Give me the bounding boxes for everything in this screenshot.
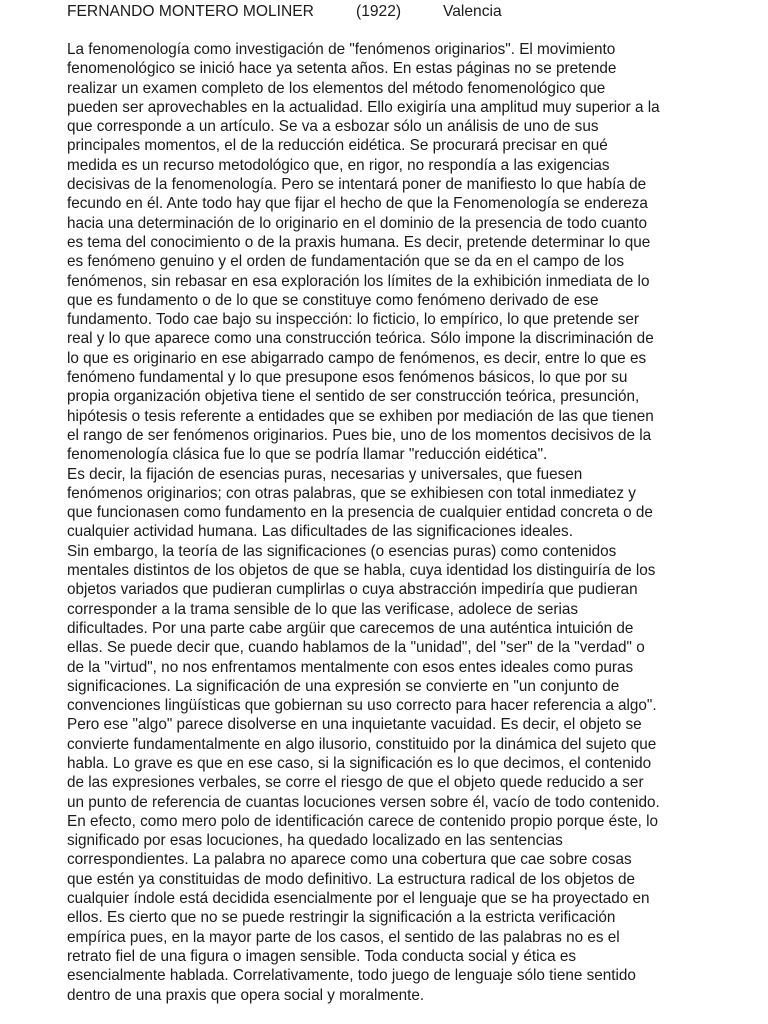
text-line: significaciones. La significación de una expresión se convierte en "un conjunto de [67, 677, 620, 695]
text-line: ellas. Se puede decir que, cuando hablamos de la "unidad", del "ser" de la "verdad" o [67, 639, 645, 657]
text-line: empírica pues, en la mayor parte de los casos, el sentido de las palabras no es el [67, 928, 620, 946]
text-line: un punto de referencia de cuantas locuciones versen sobre él, vacío de todo contenido. [67, 793, 660, 811]
text-line: Pero ese "algo" parece disolverse en una inquietante vacuidad. Es decir, el objeto se [67, 716, 642, 734]
text-line: medida es un recurso metodológico que, en rigor, no respondía a las exigencias [67, 156, 610, 174]
text-line: fundamento. Todo cae bajo su inspección: lo ficticio, lo empírico, lo que pretende ser [67, 311, 639, 329]
text-line: dentro de una praxis que opera social y moralmente. [67, 986, 425, 1004]
text-line: pueden ser aprovechables en la actualidad. Ello exigiría una amplitud muy superior a la [67, 98, 660, 116]
text-line: esencialmente hablada. Correlativamente, todo juego de lenguaje sólo tiene sentido [67, 967, 636, 985]
text-line: que funcionasen como fundamento en la presencia de cualquier entidad concreta o de [67, 504, 653, 522]
text-line: fenomenológico se inició hace ya setenta años. En estas páginas no se pretende [67, 60, 617, 78]
document-header [67, 1, 502, 23]
text-line: el rango de ser fenómenos originarios. Pues bie, uno de los momentos decisivos de la [67, 426, 652, 444]
text-line: convierte fundamentalmente en algo ilusorio, constituido por la dinámica del sujeto que [67, 735, 657, 753]
text-line: fenómenos originarios; con otras palabras, que se exhibiesen con total inmediatez y [67, 484, 636, 502]
text-line: hipótesis o tesis referente a entidades que se exhiben por mediación de las que tienen [67, 407, 654, 425]
text-line: En efecto, como mero polo de identificación carece de contenido propio porque éste, lo [67, 812, 658, 830]
text-line: fenómenos, sin rebasar en esa exploración los límites de la exhibición inmediata de lo [67, 272, 650, 290]
text-line: fenómeno fundamental y lo que presupone esos fenómenos básicos, lo que por su [67, 369, 628, 387]
text-line: propia organización objetiva tiene el sentido de ser construcción teórica, presunción, [67, 388, 640, 406]
text-line: Sin embargo, la teoría de las significaciones (o esencias puras) como contenidos [67, 542, 617, 560]
text-line: fecundo en él. Ante todo hay que fijar el hecho de que la Fenomenología se endereza [67, 195, 648, 213]
text-line: La fenomenología como investigación de "fenómenos originarios". El movimiento [67, 41, 616, 58]
text-line: ellos. Es cierto que no se puede restringir la significación a la estricta verificación [67, 909, 616, 927]
text-line: significado por esas locuciones, ha quedado localizado en las sentencias [67, 832, 563, 850]
text-line: cualquier actividad humana. Las dificultades de las significaciones ideales. [67, 523, 573, 541]
body-text [67, 40, 707, 1005]
text-line: hacia una determinación de lo originario en el dominio de la presencia de todo cuanto [67, 214, 647, 232]
text-line: convenciones lingüísticas que gobiernan su uso correcto para hacer referencia a algo". [67, 697, 657, 715]
text-line: corresponder a la trama sensible de lo que las verificase, adolece de serias [67, 600, 579, 618]
text-line: realizar un examen completo de los elementos del método fenomenológico que [67, 79, 606, 97]
city-name: Valencia [443, 3, 502, 20]
text-line: habla. Lo grave es que en ese caso, si la significación es lo que decimos, el contenido [67, 754, 652, 772]
text-line: retrato fiel de una figura o imagen sensible. Toda conducta social y ética es [67, 947, 577, 965]
text-line: correspondientes. La palabra no aparece como una cobertura que cae sobre cosas [67, 851, 632, 869]
text-line: fenomenología clásica fue lo que se podría llamar "reducción eidética". [67, 446, 548, 464]
text-line: que es fundamento o de lo que se constituye como fenómeno derivado de ese [67, 291, 599, 309]
text-line: Es decir, la fijación de esencias puras, necesarias y universales, que fuesen [67, 465, 583, 483]
text-line: que corresponde a un artículo. Se va a esbozar sólo un análisis de uno de sus [67, 118, 599, 136]
text-line: es fenómeno genuino y el orden de fundamentación que se da en el campo de los [67, 253, 625, 271]
birth-year: (1922) [356, 3, 402, 20]
text-line: de las expresiones verbales, se corre el riesgo de que el objeto quede reducido a ser [67, 774, 644, 792]
text-line: lo que es originario en ese abigarrado campo de fenómenos, es decir, entre lo que es [67, 349, 647, 367]
text-line: de la "virtud", no nos enfrentamos mentalmente con esos entes ideales como puras [67, 658, 634, 676]
text-line: decisivas de la fenomenología. Pero se intentará poner de manifiesto lo que había de [67, 176, 647, 194]
text-line: principales momentos, el de la reducción eidética. Se procurará precisar en qué [67, 137, 608, 155]
text-line: cualquier índole está decidida esencialmente por el lenguaje que se ha proyectado en [67, 890, 650, 908]
text-line: que estén ya constituidas de modo definitivo. La estructura radical de los objetos de [67, 870, 636, 888]
text-line: mentales distintos de los objetos de que se habla, cuya identidad los distinguiría de los [67, 562, 656, 580]
text-line: es tema del conocimiento o de la praxis humana. Es decir, pretende determinar lo que [67, 233, 651, 251]
author-name: FERNANDO MONTERO MOLINER [67, 3, 314, 20]
text-line: dificultades. Por una parte cabe argüir que carecemos de una auténtica intuición de [67, 619, 634, 637]
text-line: real y lo que aparece como una construcción teórica. Sólo impone la discriminación de [67, 330, 654, 348]
text-line: objetos variados que pudieran cumplirlas o cuya abstracción impediría que pudieran [67, 581, 638, 599]
